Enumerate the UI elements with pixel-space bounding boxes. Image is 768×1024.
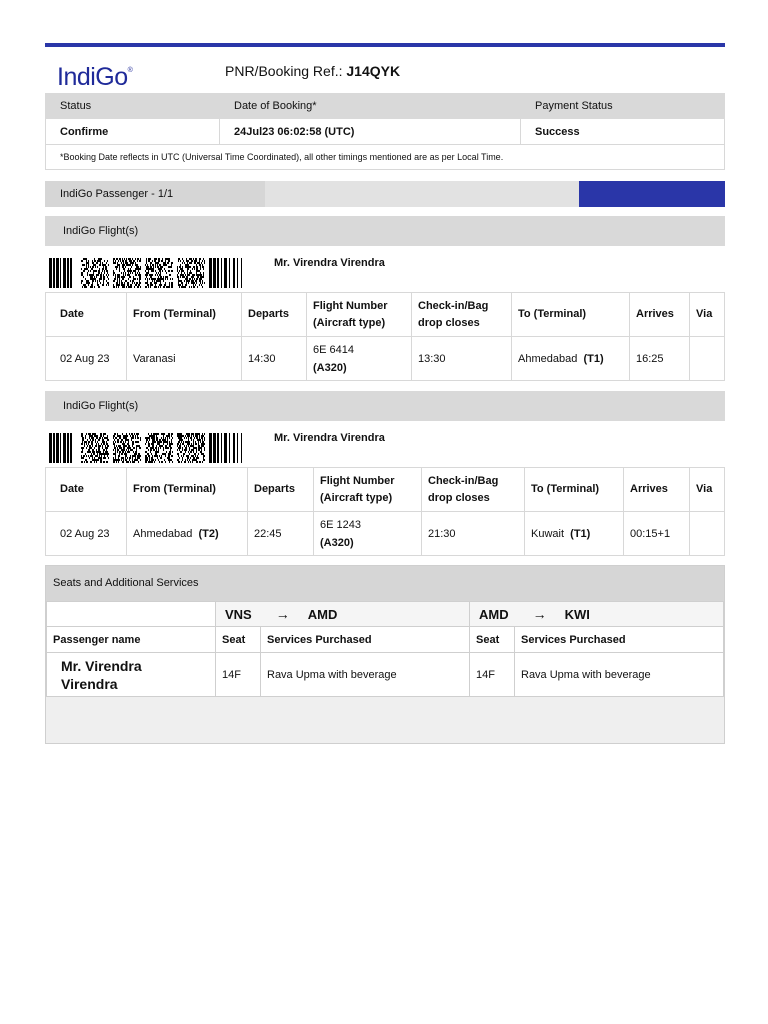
checkin-header-line1: Check-in/Bag (418, 299, 489, 312)
seat-header: Seat (470, 627, 515, 653)
passenger-bar (45, 181, 725, 207)
date-header: Date (46, 468, 127, 512)
from-city (127, 337, 242, 381)
flight-date: 02 Aug 23 (46, 512, 127, 556)
flight-number-header (307, 293, 412, 337)
departs-time: 22:45 (248, 512, 314, 556)
aircraft-type: (A320) (320, 536, 354, 549)
route-leg-2 (470, 602, 724, 627)
seat-header: Seat (216, 627, 261, 653)
checkin-time: 13:30 (412, 337, 512, 381)
from-terminal: (T2) (198, 527, 219, 540)
leg2-origin: AMD (479, 607, 509, 622)
flight-number (307, 337, 412, 381)
flight-number-header-line1: Flight Number (320, 474, 395, 487)
route-blank-cell (47, 602, 216, 627)
header (45, 47, 725, 93)
flight-table (45, 467, 725, 556)
to-city-name: Ahmedabad (518, 352, 578, 365)
from-city (127, 512, 248, 556)
booking-date-value: 24Jul23 06:02:58 (UTC) (220, 119, 521, 145)
date-header: Date (46, 293, 127, 337)
departs-header: Departs (242, 293, 307, 337)
aircraft-type: (A320) (313, 361, 347, 374)
passenger-name: Mr. Virendra Virendra (274, 432, 385, 444)
leg1-origin: VNS (225, 607, 252, 622)
from-city-name: Varanasi (133, 352, 176, 365)
from-city-name: Ahmedabad (133, 527, 193, 540)
passenger-name-cell (47, 653, 216, 697)
passenger-name: Mr. Virendra Virendra (274, 257, 385, 269)
checkin-header-line2: drop closes (428, 491, 490, 504)
checkin-time: 21:30 (422, 512, 525, 556)
flight-number-header-line2: (Aircraft type) (320, 491, 393, 504)
flight-section-title: IndiGo Flight(s) (45, 216, 725, 246)
booking-status-table (45, 93, 725, 170)
to-city (512, 337, 630, 381)
passenger-bar-accent (579, 181, 725, 207)
seats-services-title: Seats and Additional Services (46, 566, 724, 601)
barcode-icon (49, 258, 245, 288)
leg1-services: Rava Upma with beverage (261, 653, 470, 697)
services-header: Services Purchased (515, 627, 724, 653)
services-header: Services Purchased (261, 627, 470, 653)
departs-time: 14:30 (242, 337, 307, 381)
to-city-name: Kuwait (531, 527, 565, 540)
booking-date-label: Date of Booking* (220, 94, 521, 119)
passenger-name-line1: Mr. Virendra (61, 657, 142, 674)
from-header: From (Terminal) (127, 468, 248, 512)
to-terminal: (T1) (583, 352, 604, 365)
arrow-right-icon: → (275, 606, 290, 622)
flight-number-header (314, 468, 422, 512)
flight-section-title: IndiGo Flight(s) (45, 391, 725, 421)
logo-text: IndiGo (57, 63, 128, 91)
to-header: To (Terminal) (525, 468, 624, 512)
seats-services-table (46, 601, 724, 697)
arrives-header: Arrives (630, 293, 690, 337)
route-leg-1 (216, 602, 470, 627)
flight-number-header-line1: Flight Number (313, 299, 388, 312)
leg1-seat: 14F (216, 653, 261, 697)
utc-note: *Booking Date reflects in UTC (Universal Time Coordinated), all other timings mentioned are as per Local Time. (46, 145, 725, 170)
seats-footer (46, 697, 724, 743)
checkin-header-line2: drop closes (418, 316, 480, 329)
itinerary-page (45, 43, 725, 744)
passenger-name-header: Passenger name (47, 627, 216, 653)
to-terminal: (T1) (570, 527, 591, 540)
flight-table (45, 292, 725, 381)
barcode-icon (49, 433, 245, 463)
leg2-destination: KWI (564, 607, 590, 622)
status-value: Confirme (46, 119, 220, 145)
arrives-time: 00:15+1 (624, 512, 690, 556)
passenger-name-line2: Virendra (61, 675, 118, 692)
leg2-services: Rava Upma with beverage (515, 653, 724, 697)
seats-services-section (45, 565, 725, 744)
checkin-header (412, 293, 512, 337)
via-value (690, 512, 725, 556)
arrow-right-icon: → (532, 606, 547, 622)
barcode-row (45, 246, 725, 292)
to-city (525, 512, 624, 556)
via-value (690, 337, 725, 381)
to-header: To (Terminal) (512, 293, 630, 337)
barcode-row (45, 421, 725, 467)
payment-status-value: Success (521, 119, 725, 145)
pnr-label: PNR/Booking Ref.: (225, 63, 343, 79)
arrives-time: 16:25 (630, 337, 690, 381)
flight-number (314, 512, 422, 556)
checkin-header (422, 468, 525, 512)
flight-number-value: 6E 1243 (320, 518, 361, 531)
checkin-header-line1: Check-in/Bag (428, 474, 499, 487)
departs-header: Departs (248, 468, 314, 512)
indigo-logo: IndiGo® (57, 63, 133, 91)
arrives-header: Arrives (624, 468, 690, 512)
flight-number-value: 6E 6414 (313, 343, 354, 356)
flight-number-header-line2: (Aircraft type) (313, 316, 386, 329)
from-header: From (Terminal) (127, 293, 242, 337)
leg1-destination: AMD (307, 607, 338, 622)
pnr (225, 63, 400, 79)
via-header: Via (690, 468, 725, 512)
passenger-count-label: IndiGo Passenger - 1/1 (45, 181, 265, 207)
pnr-value: J14QYK (346, 63, 401, 79)
status-label: Status (46, 94, 220, 119)
via-header: Via (690, 293, 725, 337)
leg2-seat: 14F (470, 653, 515, 697)
flight-date: 02 Aug 23 (46, 337, 127, 381)
payment-status-label: Payment Status (521, 94, 725, 119)
